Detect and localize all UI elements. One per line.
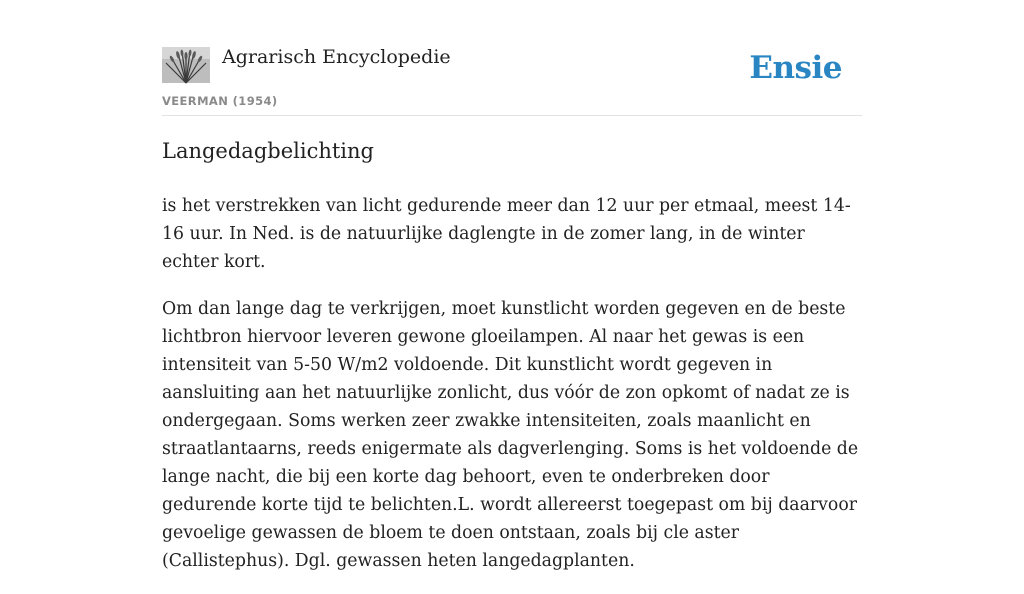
- entry-paragraph: is het verstrekken van licht gedurende meer dan 12 uur per etmaal, meest 14-16 uur. In Ned. is de natuurlijke daglengte in de zomer lang, in de winter echter kort.: [162, 196, 851, 272]
- entry-body: [162, 192, 862, 594]
- wheat-sheaf-icon[interactable]: [162, 47, 210, 83]
- author-label: VEERMAN (1954): [162, 94, 278, 108]
- encyclopedia-header: [162, 44, 862, 116]
- ensie-logo-link[interactable]: Ensie: [749, 50, 842, 86]
- entry-paragraph: Om dan lange dag te verkrijgen, moet kunstlicht worden gegeven en de beste lichtbron hiervoor leveren gewone gloeilampen. Al naar het gewas is een intensiteit van 5-50 W/m2 voldoende. Dit kunstlicht wordt gegeven in aansluiting aan het natuurlijke zonlicht, dus vóór de zon opkomt of nadat ze is ondergegaan. Soms werken zeer zwakke intensiteiten, zoals maanlicht en straatlantaarns, reeds enigermate als dagverlenging. Soms is het voldoende de lange nacht, die bij een korte dag behoort, even te onderbreken door gedurende korte tijd te belichten.L. wordt allereerst toegepast om bij daarvoor gevoelige gewassen de bloem te doen ontstaan, zoals bij cle aster (Callistephus). Dgl. gewassen heten langedagplanten.: [162, 299, 859, 571]
- encyclopedia-name[interactable]: Agrarisch Encyclopedie: [222, 46, 451, 68]
- entry-title: Langedagbelichting: [162, 139, 374, 163]
